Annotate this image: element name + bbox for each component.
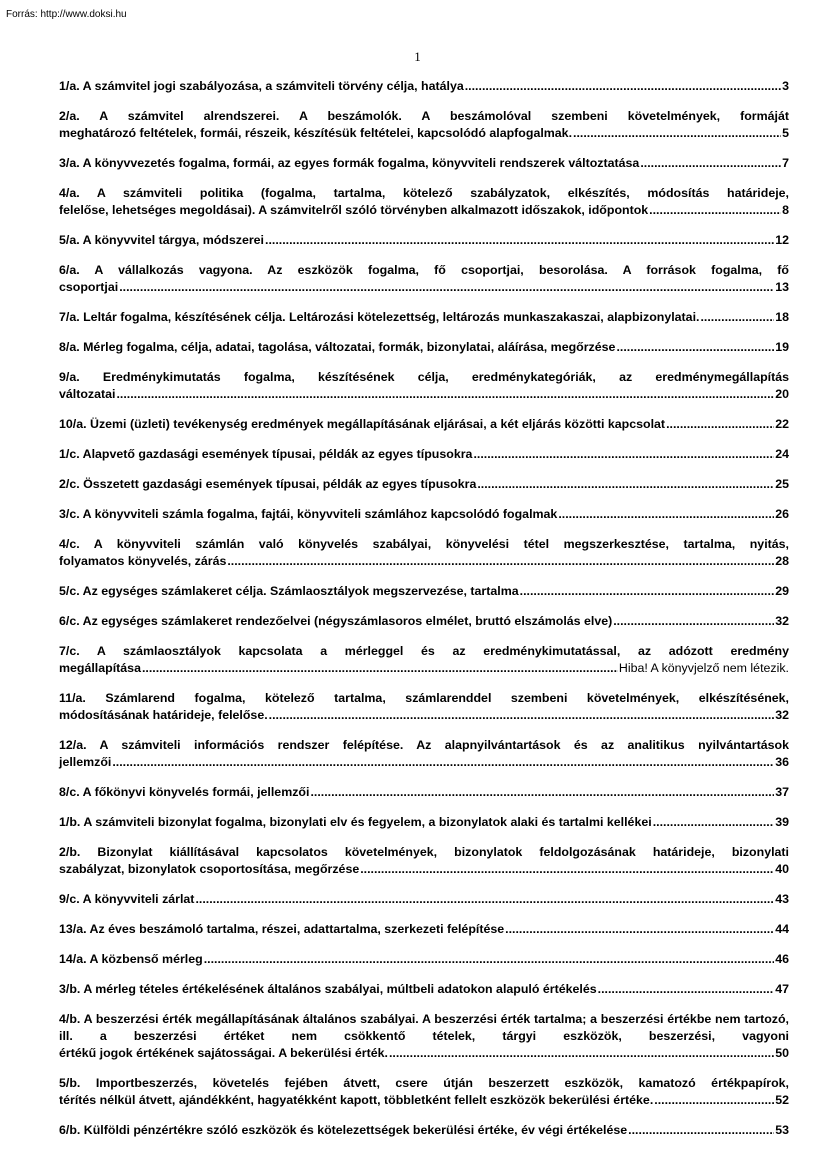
toc-entry-page-number: 24 xyxy=(775,447,789,461)
toc-entry-page-number: 43 xyxy=(775,892,789,906)
toc-entry-title: 2/c. Összetett gazdasági események típusai, példák az egyes típusokra xyxy=(59,477,477,491)
dot-leader xyxy=(505,921,774,938)
dot-leader xyxy=(360,861,774,878)
toc-entry-title: megállapítása xyxy=(59,661,141,675)
toc-entry-title: 8/c. A főkönyvi könyvelés formái, jellemzői xyxy=(59,785,310,799)
toc-entry-page-number: 13 xyxy=(775,280,789,294)
toc-entry-page-number: 32 xyxy=(775,614,789,628)
source-note: Forrás: http://www.doksi.hu xyxy=(6,9,127,20)
toc-entry-title: 9/c. A könyvviteli zárlat xyxy=(59,892,195,906)
toc-entry-title: 3/c. A könyvviteli számla fogalma, fajtái, könyvviteli számlához kapcsolódó fogalmak xyxy=(59,507,558,521)
toc-entry[interactable] xyxy=(59,844,789,878)
toc-entry-page-number: 36 xyxy=(775,755,789,769)
toc-entry-page-number: 26 xyxy=(775,507,789,521)
toc-entry[interactable] xyxy=(59,951,789,968)
toc-entry-title: csoportjai xyxy=(59,280,119,294)
toc-entry-title: értékű jogok értékének sajátosságai. A bekerülési érték. xyxy=(59,1046,388,1060)
toc-entry-page-number: 28 xyxy=(775,554,789,568)
toc-entry-page-number: 3 xyxy=(782,79,789,93)
toc-entry-title: folyamatos könyvelés, zárás xyxy=(59,554,227,568)
dot-leader xyxy=(616,339,774,356)
toc-entry-page-number: 53 xyxy=(775,1123,789,1137)
toc-entry[interactable] xyxy=(59,583,789,600)
dot-leader xyxy=(654,1092,774,1109)
dot-leader xyxy=(628,1122,774,1139)
toc-entry[interactable] xyxy=(59,981,789,998)
toc-entry-page-number: 29 xyxy=(775,584,789,598)
toc-entry-page-number: 8 xyxy=(782,203,789,217)
toc-entry[interactable] xyxy=(59,1122,789,1139)
toc-entry[interactable] xyxy=(59,232,789,249)
toc-entry[interactable] xyxy=(59,476,789,493)
dot-leader xyxy=(195,891,774,908)
toc-entry[interactable] xyxy=(59,737,789,771)
toc-entry-title: térítés nélkül átvett, ajándékként, hagyatékként kapott, többletként fellelt eszközök bekerülési értéke. xyxy=(59,1093,654,1107)
toc-entry-title: 13/a. Az éves beszámoló tartalma, részei, adattartalma, szerkezeti felépítése xyxy=(59,922,505,936)
dot-leader xyxy=(477,476,774,493)
dot-leader xyxy=(116,386,774,403)
toc-entry-title-lead: 9/a. Eredménykimutatás fogalma, készítésének célja, eredménykategóriák, az eredménymegállapítás xyxy=(59,370,789,384)
toc-entry[interactable] xyxy=(59,1075,789,1109)
dot-leader xyxy=(389,1045,774,1062)
toc-entry-page-number: 37 xyxy=(775,785,789,799)
dot-leader xyxy=(558,506,774,523)
table-of-contents xyxy=(59,78,789,1152)
dot-leader xyxy=(473,446,774,463)
dot-leader xyxy=(269,707,775,724)
dot-leader xyxy=(465,78,781,95)
dot-leader xyxy=(142,660,618,677)
dot-leader xyxy=(640,155,781,172)
toc-entry-title-lead: 2/b. Bizonylat kiállításával kapcsolatos követelmények, bizonylatok feldolgozásának határideje, bizonylati xyxy=(59,845,789,859)
toc-entry[interactable] xyxy=(59,185,789,219)
toc-entry[interactable] xyxy=(59,690,789,724)
dot-leader xyxy=(204,951,775,968)
toc-entry-page-number: 7 xyxy=(782,156,789,170)
toc-entry-page-number: 40 xyxy=(775,862,789,876)
dot-leader xyxy=(598,981,775,998)
dot-leader xyxy=(112,754,774,771)
toc-entry-page-number: 19 xyxy=(775,340,789,354)
dot-leader xyxy=(649,202,781,219)
toc-entry[interactable] xyxy=(59,643,789,677)
toc-entry-title: szabályzat, bizonylatok csoportosítása, megőrzése xyxy=(59,862,360,876)
toc-entry-title-lead: 11/a. Számlarend fogalma, kötelező tartalma, számlarenddel szembeni követelmények, elkészítésének, xyxy=(59,691,789,705)
toc-entry-title: felelőse, lehetséges megoldásai). A számvitelről szóló törvényben alkalmazott időszakok, időpontok xyxy=(59,203,649,217)
dot-leader xyxy=(700,309,774,326)
toc-entry[interactable] xyxy=(59,921,789,938)
toc-entry[interactable] xyxy=(59,339,789,356)
toc-entry-title: 5/a. A könyvvitel tárgya, módszerei xyxy=(59,233,264,247)
toc-entry-title: 6/c. Az egységes számlakeret rendezőelvei (négyszámlasoros elmélet, bruttó elszámolás elve) xyxy=(59,614,613,628)
page-number: 1 xyxy=(414,49,421,64)
toc-entry-title: módosításának határideje, felelőse. xyxy=(59,708,268,722)
toc-entry[interactable] xyxy=(59,416,789,433)
toc-entry[interactable] xyxy=(59,446,789,463)
toc-entry[interactable] xyxy=(59,108,789,142)
dot-leader xyxy=(265,232,774,249)
toc-entry-page-number: 20 xyxy=(775,387,789,401)
toc-entry-title-lead: 6/a. A vállalkozás vagyona. Az eszközök fogalma, fő csoportjai, besorolása. A források fogalma, fő xyxy=(59,263,789,277)
toc-entry-page-number: 46 xyxy=(775,952,789,966)
toc-entry-title: jellemzői xyxy=(59,755,112,769)
toc-entry-page-number: 39 xyxy=(775,815,789,829)
dot-leader xyxy=(310,784,774,801)
toc-entry[interactable] xyxy=(59,1011,789,1062)
toc-entry-page-number: 32 xyxy=(775,708,789,722)
dot-leader xyxy=(613,613,774,630)
toc-entry-title-lead: 4/b. A beszerzési érték megállapításának általános szabályai. A beszerzési érték tartalma; a beszerzési értékbe nem tartozó, ill. a beszerzési értéket nem csökkentő tételek, tárgyi eszközök, beszerzési, vagyoni xyxy=(59,1012,789,1043)
toc-entry[interactable] xyxy=(59,78,789,95)
toc-entry-title: meghatározó feltételek, formái, részeik, készítésük feltételei, kapcsolódó alapfogalmak. xyxy=(59,126,573,140)
toc-entry-title: változatai xyxy=(59,387,116,401)
toc-entry-page-number: 25 xyxy=(775,477,789,491)
toc-entry-title-lead: 12/a. A számviteli információs rendszer felépítése. Az alapnyilvántartások és az analitikus nyilvántartások xyxy=(59,738,789,752)
dot-leader xyxy=(520,583,775,600)
toc-entry-title-lead: 7/c. A számlaosztályok kapcsolata a mérleggel és az eredménykimutatással, az adózott eredmény xyxy=(59,644,789,658)
toc-entry-title: 3/b. A mérleg tételes értékelésének általános szabályai, múltbeli adatokon alapuló értékelés xyxy=(59,982,597,996)
toc-entry-title-lead: 2/a. A számvitel alrendszerei. A beszámolók. A beszámolóval szembeni követelmények, formáját xyxy=(59,109,789,123)
toc-entry[interactable] xyxy=(59,536,789,570)
toc-entry-title: 8/a. Mérleg fogalma, célja, adatai, tagolása, változatai, formák, bizonylatai, aláírása, megőrzése xyxy=(59,340,616,354)
toc-entry-title: 3/a. A könyvvezetés fogalma, formái, az egyes formák fogalma, könyvviteli rendszerek változtatása xyxy=(59,156,640,170)
toc-entry-title: 5/c. Az egységes számlakeret célja. Számlaosztályok megszervezése, tartalma xyxy=(59,584,519,598)
toc-entry[interactable] xyxy=(59,262,789,296)
toc-entry-title-lead: 4/a. A számviteli politika (fogalma, tartalma, kötelező szabályzatok, elkészítés, módosítás határideje, xyxy=(59,186,789,200)
dot-leader xyxy=(119,279,774,296)
toc-entry-title: 1/a. A számvitel jogi szabályozása, a számviteli törvény célja, hatálya xyxy=(59,79,464,93)
toc-entry-title: 14/a. A közbenső mérleg xyxy=(59,952,203,966)
toc-entry-title: 6/b. Külföldi pénzértékre szóló eszközök és kötelezettségek bekerülési értéke, év végi értékelése xyxy=(59,1123,628,1137)
toc-entry-page-number: 5 xyxy=(782,126,789,140)
toc-entry[interactable] xyxy=(59,784,789,801)
toc-entry-page-number: 12 xyxy=(775,233,789,247)
toc-entry[interactable] xyxy=(59,506,789,523)
toc-entry[interactable] xyxy=(59,814,789,831)
toc-entry-page-number: 50 xyxy=(775,1046,789,1060)
toc-entry-title: 1/c. Alapvető gazdasági események típusai, példák az egyes típusokra xyxy=(59,447,473,461)
toc-entry-title: 10/a. Üzemi (üzleti) tevékenység eredmények megállapításának eljárásai, a két eljárás közötti kapcsolat xyxy=(59,417,666,431)
dot-leader xyxy=(227,553,774,570)
toc-entry-title-lead: 4/c. A könyvviteli számlán való könyvelés szabályai, könyvelési tétel megszerkesztése, tartalma, nyitás, xyxy=(59,537,789,551)
toc-entry[interactable] xyxy=(59,891,789,908)
toc-entry-title-lead: 5/b. Importbeszerzés, követelés fejében átvett, csere útján beszerzett eszközök, kamatozó értékpapírok, xyxy=(59,1076,789,1090)
toc-entry-title: 7/a. Leltár fogalma, készítésének célja. Leltározási kötelezettség, leltározás munkaszakaszai, alapbizonylatai. xyxy=(59,310,700,324)
toc-entry-page-number: 52 xyxy=(775,1093,789,1107)
toc-entry-page-number: 47 xyxy=(775,982,789,996)
dot-leader xyxy=(666,416,774,433)
toc-entry-error: Hiba! A könyvjelző nem létezik. xyxy=(618,661,789,675)
toc-entry[interactable] xyxy=(59,613,789,630)
toc-entry[interactable] xyxy=(59,155,789,172)
toc-entry-page-number: 22 xyxy=(775,417,789,431)
toc-entry-title: 1/b. A számviteli bizonylat fogalma, bizonylati elv és fegyelem, a bizonylatok alaki és tartalmi kellékei xyxy=(59,815,652,829)
toc-entry-page-number: 18 xyxy=(775,310,789,324)
toc-entry-page-number: 44 xyxy=(775,922,789,936)
toc-entry[interactable] xyxy=(59,369,789,403)
toc-entry[interactable] xyxy=(59,309,789,326)
dot-leader xyxy=(573,125,781,142)
dot-leader xyxy=(653,814,775,831)
